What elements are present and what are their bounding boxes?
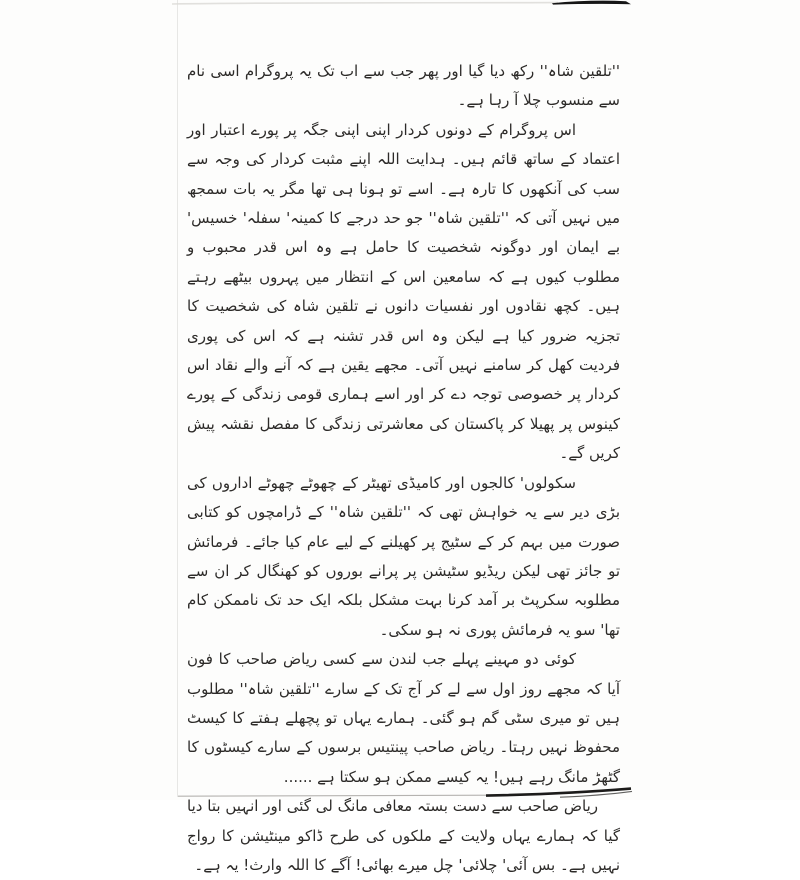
page-edge-line: [177, 0, 178, 797]
paragraph-1: ''تلقین شاہ'' رکھ دیا گیا اور پھر جب سے اب تک یہ پروگرام اسی نام سے منسوب چلا آ رہا ہے۔: [187, 62, 620, 110]
paragraph-2: اس پروگرام کے دونوں کردار اپنی اپنی جگہ پر پورے اعتبار اور اعتماد کے ساتھ قائم ہیں۔ ہدایت اللہ اپنے مثبت کردار کی وجہ سے سب کی آنکھوں کا تارہ ہے۔ اسے تو ہونا ہی تھا مگر یہ بات سمجھ میں نہیں آتی کہ ''تلقین شاہ'' جو حد درجے کا کمینہ' سفلہ' خسیس' بے ایمان اور دوگونہ شخصیت کا حامل ہے وہ اس قدر محبوب و مطلوب کیوں ہے کہ سامعین اس کے انتظار میں پہروں بیٹھے رہتے ہیں۔ کچھ نقادوں اور نفسیات دانوں نے تلقین شاہ کی شخصیت کا تجزیہ ضرور کیا ہے لیکن وہ اس قدر تشنہ ہے کہ اس کی پوری فردیت کھل کر سامنے نہیں آتی۔ مجھے یقین ہے کہ آنے والے نقاد اس کردار پر خصوصی توجہ دے کر اور اسے ہماری قومی زندگی کے پورے کینوس پر پھیلا کر پاکستان کی معاشرتی زندگی کا مفصل نقشہ پیش کریں گے۔: [187, 120, 620, 463]
paragraph-5: ریاض صاحب سے دست بستہ معافی مانگ لی گئی اور انہیں بتا دیا گیا کہ ہمارے یہاں ولایت کے ملکوں کی طرح ڈاکو مینٹیشن کا رواج نہیں ہے۔ بس آئی' چلائی' چل میرے بھائی! آگے کا اللہ وارث! یہ ہے۔: [187, 797, 620, 874]
paragraph-3: سکولوں' کالجوں اور کامیڈی تھیٹر کے چھوٹے چھوٹے اداروں کی بڑی دیر سے یہ خواہش تھی کہ ''تلقین شاہ'' کے ڈرامچوں کو کتابی صورت میں بہم کر کے سٹیج پر کھیلنے کے لیے عام کیا جائے۔ فرمائش تو جائز تھی لیکن ریڈیو سٹیشن پر پرانے بوروں کو کھنگال کر ان سے مطلوبہ سکرپٹ بر آمد کرنا بہت مشکل بلکہ ایک حد تک ناممکن کام تھا' سو یہ فرمائش پوری نہ ہو سکی۔: [187, 473, 620, 639]
top-edge-smudge: [172, 3, 558, 4]
paragraph-4: کوئی دو مہینے پہلے جب لندن سے کسی ریاض صاحب کا فون آیا کہ مجھے روز اول سے لے کر آج تک کے سارے ''تلقین شاہ'' مطلوب ہیں تو میری سٹی گم ہو گئی۔ ہمارے یہاں تو پچھلے ہفتے کا کیسٹ محفوظ نہیں رہتا۔ ریاض صاحب پینتیس برسوں کے سارے کیسٹوں کا گٹھڑ مانگ رہے ہیں! یہ کیسے ممکن ہو سکتا ہے ......: [187, 650, 620, 786]
urdu-text-block: [187, 57, 620, 880]
top-edge-shadow: [552, 1, 631, 5]
